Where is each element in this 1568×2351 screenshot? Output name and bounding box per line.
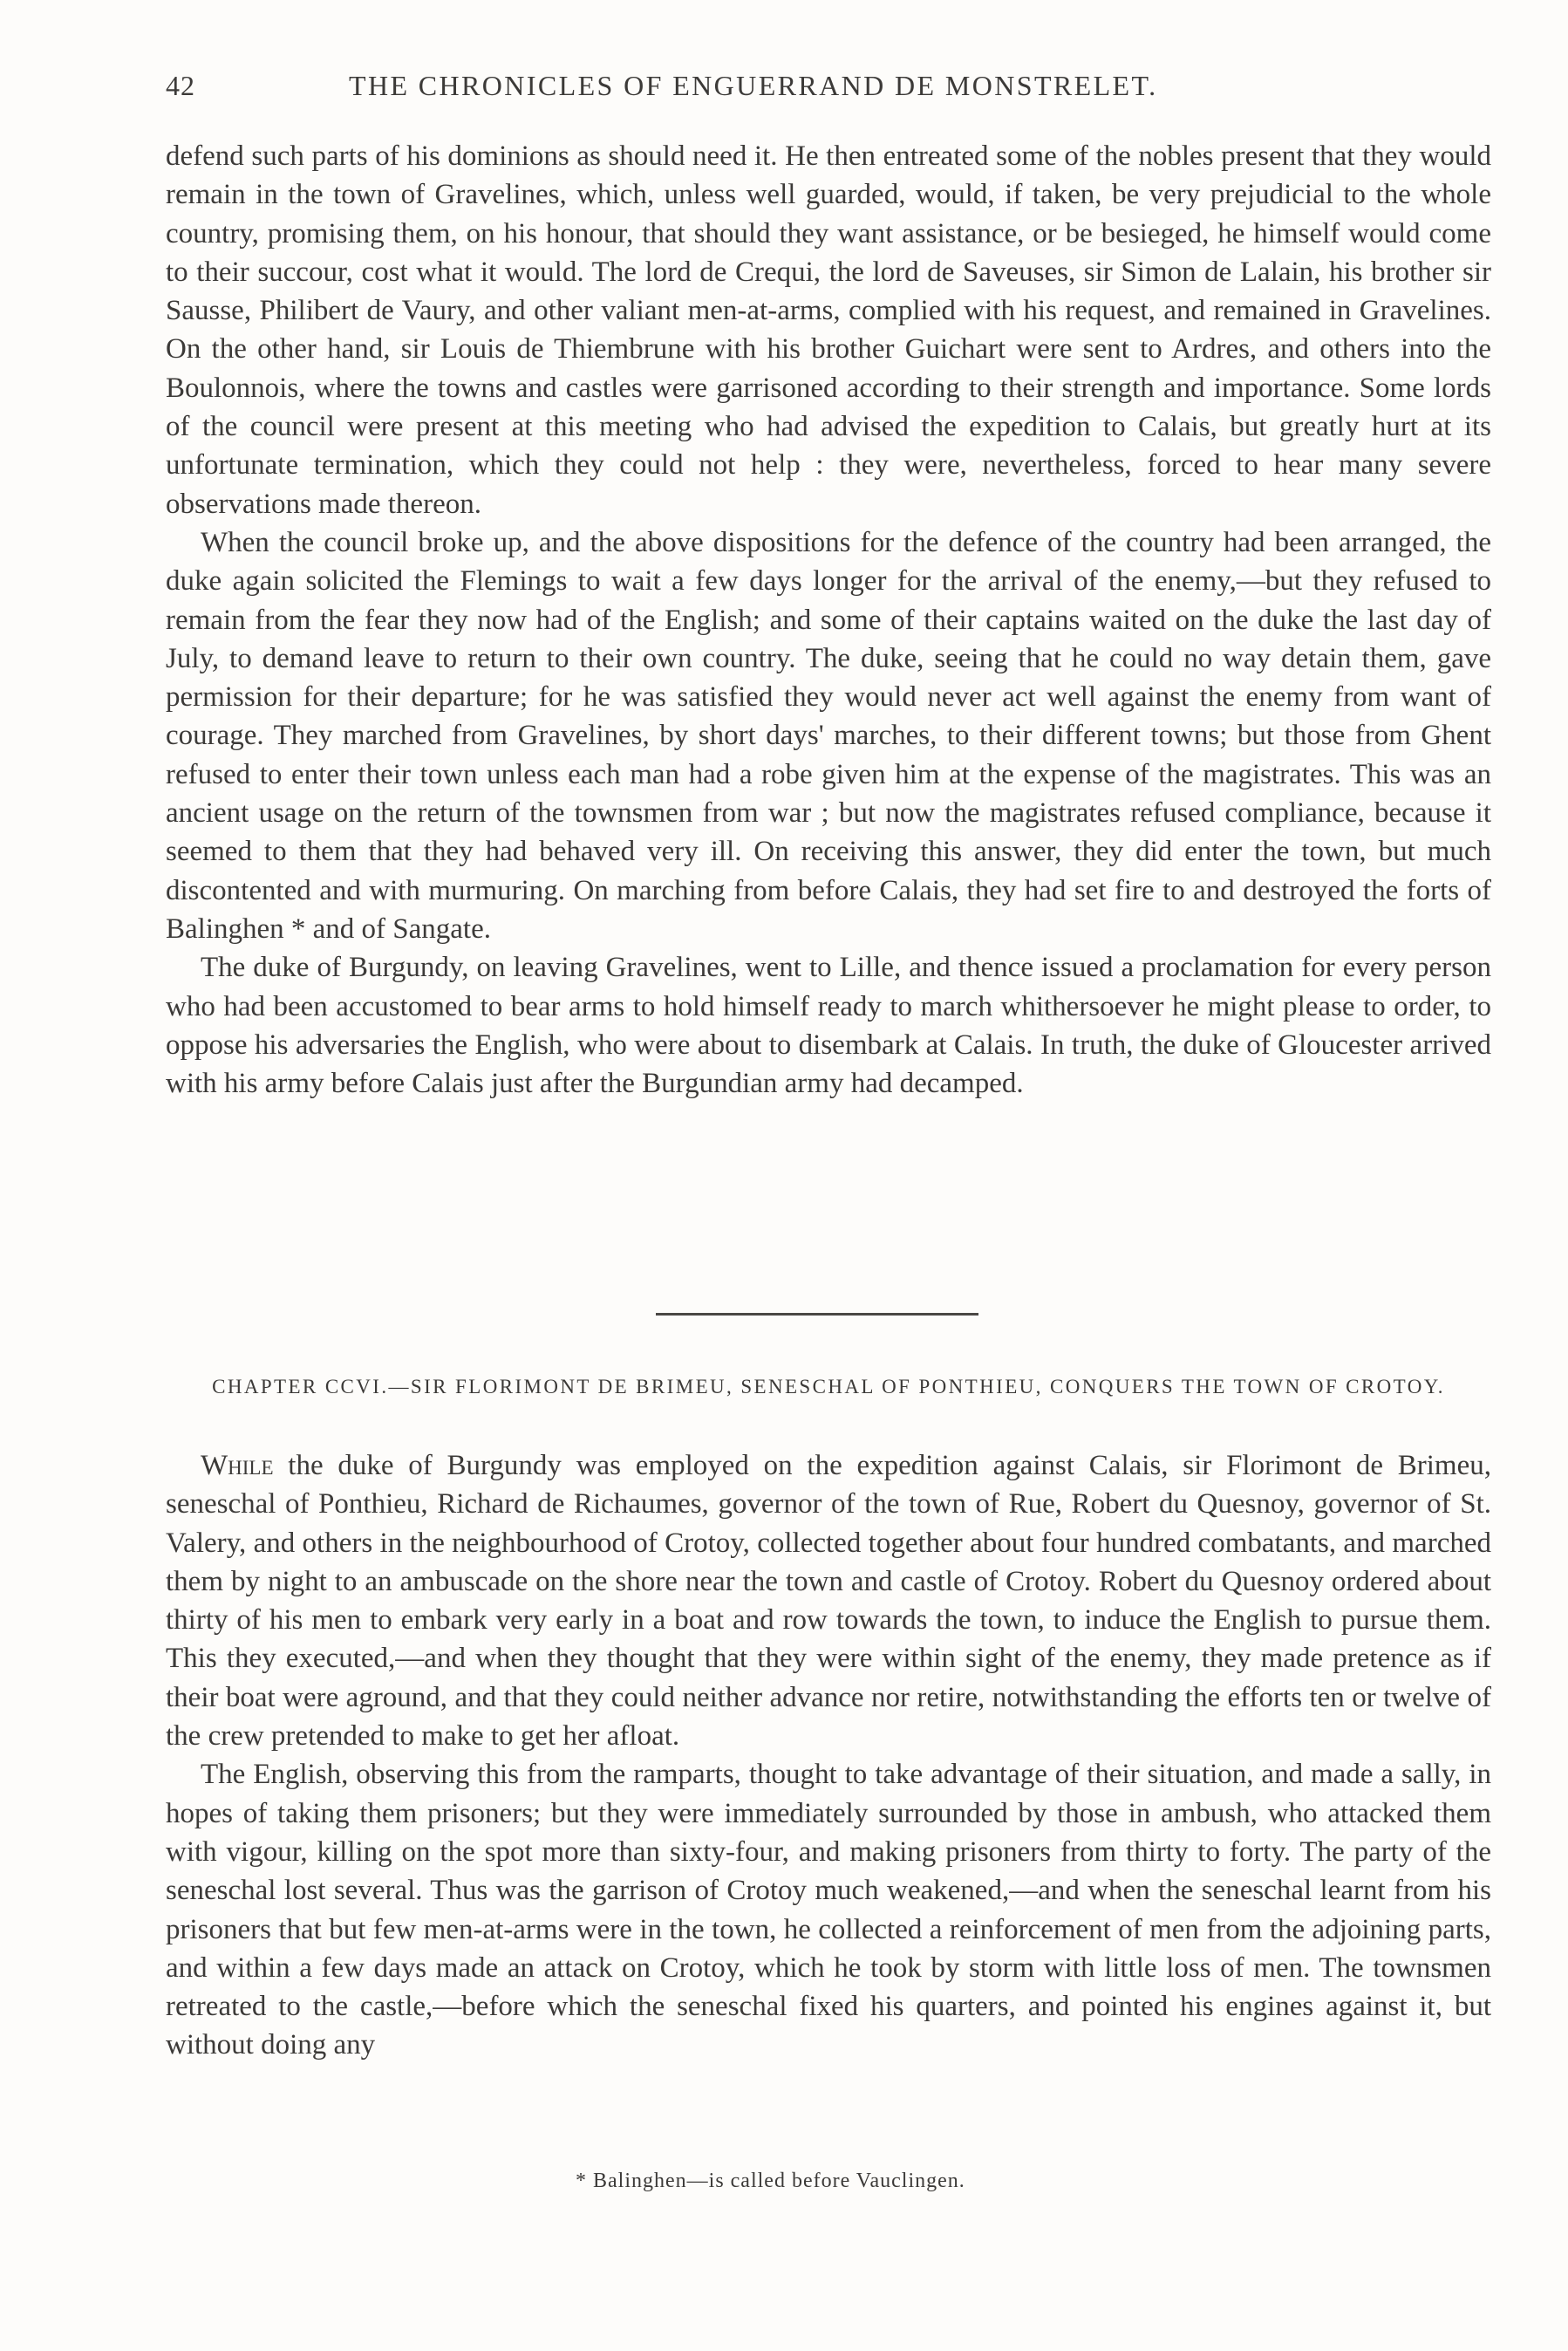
paragraph: defend such parts of his dominions as should need it. He then entreated some of the nobles present that they would remain in the town of Gravelines, which, unless well guarded, would, if taken, be very prejudicial to the whole country, promising them, on his honour, that should they want assistance, or be besieged, he himself would come to their succour, cost what it would. The lord de Crequi, the lord de Saveuses, sir Simon de Lalain, his brother sir Sausse, Philibert de Vaury, and other valiant men-at-arms, complied with his request, and remained in Gravelines. On the other hand, sir Louis de Thiembrune with his brother Guichart were sent to Ardres, and others into the Boulonnois, where the towns and castles were garrisoned according to their strength and importance. Some lords of the council were present at this meeting who had advised the expedition to Calais, but greatly hurt at its unfortunate termination, which they could not help : they were, nevertheless, forced to hear many severe observations made thereon.	[166, 140, 1491, 520]
section-divider	[656, 1313, 978, 1316]
paragraph-text: the duke of Burgundy was employed on the expedition against Calais, sir Florimont de Brimeu, seneschal of Ponthieu, Richard de Richaumes, governor of the town of Rue, Robert du Quesnoy, governor of St. Valery, and others in the neighbourhood of Crotoy, collected together about four hundred combatants, and marched them by night to an ambuscade on the shore near the town and castle of Crotoy. Robert du Quesnoy ordered about thirty of his men to embark very early in a boat and row towards the town, to induce the English to pursue them. This they executed,—and when they thought that they were within sight of the enemy, they made pretence as if their boat were aground, and that they could neither advance nor retire, notwithstanding the efforts ten or twelve of the crew pretended to make to get her afloat.	[166, 1450, 1491, 1753]
running-title: THE CHRONICLES OF ENGUERRAND DE MONSTRELET.	[349, 70, 1158, 101]
chapter-body	[166, 1446, 1491, 2065]
paragraph: The English, observing this from the ramparts, thought to take advantage of their situation, and made a sally, in hopes of taking them prisoners; but they were immediately surrounded by those in ambush, who attacked them with vigour, killing on the spot more than sixty-four, and making prisoners from thirty to forty. The party of the seneschal lost several. Thus was the garrison of Crotoy much weakened,—and when the seneschal learnt from his prisoners that but few men-at-arms were in the town, he collected a reinforcement of men from the adjoining parts, and within a few days made an attack on Crotoy, which he took by storm with little loss of men. The townsmen retreated to the castle,—before which the seneschal fixed his quarters, and pointed his engines against it, but without doing any	[166, 1759, 1491, 2061]
footnote: * Balinghen—is called before Vauclingen.	[576, 2170, 965, 2192]
paragraph: When the council broke up, and the above dispositions for the defence of the country had been arranged, the duke again solicited the Flemings to wait a few days longer for the arrival of the enemy,—but they refused to remain from the fear they now had of the English; and some of their captains waited on the duke the last day of July, to demand leave to return to their own country. The duke, seeing that he could no way detain them, gave permission for their departure; for he was satisfied they would never act well against the enemy from want of courage. They marched from Gravelines, by short days' marches, to their different towns; but those from Ghent refused to enter their town unless each man had a robe given him at the expense of the magistrates. This was an ancient usage on the return of the townsmen from war ; but now the magistrates refused compliance, because it seemed to them that they had behaved very ill. On receiving this answer, they did enter the town, but much discontented and with murmuring. On marching from before Calais, they had set fire to and destroyed the forts of Balinghen * and of Sangate.	[166, 526, 1491, 945]
paragraph: The duke of Burgundy, on leaving Gravelines, went to Lille, and thence issued a proclamation for every person who had been accustomed to bear arms to hold himself ready to march whithersoever he might please to order, to oppose his adversaries the English, who were about to disembark at Calais. In truth, the duke of Gloucester arrived with his army before Calais just after the Burgundian army had decamped.	[166, 952, 1491, 1100]
paragraph	[166, 1446, 1491, 1755]
page-header	[166, 70, 1339, 113]
page-number: 42	[166, 70, 195, 101]
chapter-heading: CHAPTER CCVI.—SIR FLORIMONT DE BRIMEU, SENESCHAL OF PONTHIEU, CONQUERS THE TOWN OF CROTOY.	[212, 1376, 1445, 1398]
section-continuation	[166, 137, 1491, 1103]
chapter-opening-word: While	[201, 1450, 274, 1481]
